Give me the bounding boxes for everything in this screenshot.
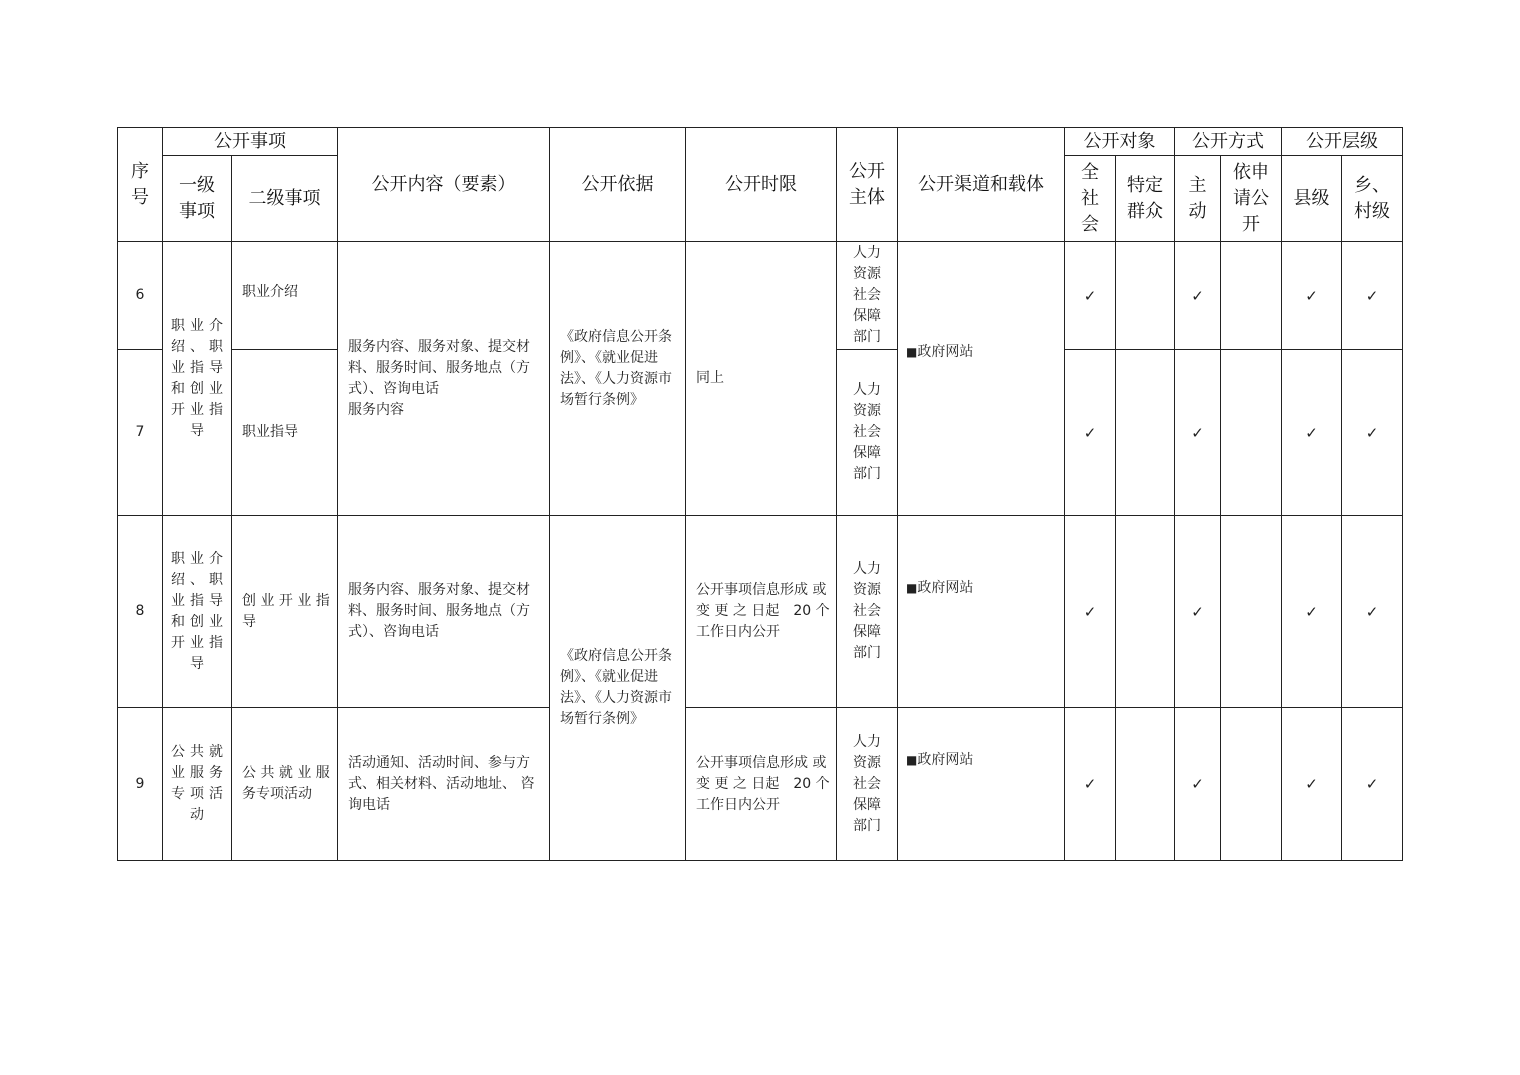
check-level-county: ✓ — [1282, 708, 1342, 861]
row-seq: 7 — [118, 350, 163, 516]
empty-audience-specific — [1116, 516, 1175, 708]
row-content: 活动通知、活动时间、参与方式、相关材料、活动地址、 咨询电话 — [338, 708, 550, 861]
row-time-limit: 公开事项信息形成 或 变 更 之 日起 20 个工作日内公开 — [686, 708, 837, 861]
header-content: 公开内容（要素） — [338, 128, 550, 242]
table-row — [118, 708, 1403, 861]
header-audience-all: 全社会 — [1065, 156, 1116, 242]
row-subject: 人力资源社会保障部门 — [837, 242, 898, 350]
empty-audience-specific — [1116, 242, 1175, 350]
row-channel: ■政府网站 — [898, 708, 1065, 861]
empty-audience-specific — [1116, 708, 1175, 861]
row-basis: 《政府信息公开条例》、《就业促进法》、《人力资源市场暂行条例》 — [550, 516, 686, 861]
check-mode-active: ✓ — [1175, 708, 1221, 861]
row-level2: 职业介绍 — [232, 242, 338, 350]
header-row-1 — [118, 128, 1403, 156]
row-basis: 《政府信息公开条例》、《就业促进法》、《人力资源市场暂行条例》 — [550, 242, 686, 516]
check-level-county: ✓ — [1282, 350, 1342, 516]
check-audience-all: ✓ — [1065, 516, 1116, 708]
header-subject: 公开主体 — [837, 128, 898, 242]
row-level1: 职业介绍、职业指导和创业开业指导 — [163, 516, 232, 708]
header-item-group: 公开事项 — [163, 128, 338, 156]
row-level2: 创 业 开 业 指 导 — [232, 516, 338, 708]
header-level-county: 县级 — [1282, 156, 1342, 242]
row-time-limit: 同上 — [686, 242, 837, 516]
empty-mode-request — [1221, 708, 1282, 861]
header-level-village: 乡、村级 — [1342, 156, 1403, 242]
square-bullet-icon: ■ — [906, 753, 918, 767]
check-level-village: ✓ — [1342, 350, 1403, 516]
check-mode-active: ✓ — [1175, 242, 1221, 350]
row-seq: 8 — [118, 516, 163, 708]
row-channel: ■政府网站 — [898, 516, 1065, 708]
disclosure-table — [117, 127, 1403, 861]
check-mode-active: ✓ — [1175, 350, 1221, 516]
header-mode-request: 依申请公开 — [1221, 156, 1282, 242]
header-mode-active: 主动 — [1175, 156, 1221, 242]
header-level-group: 公开层级 — [1282, 128, 1403, 156]
row-subject: 人力资源社会保障部门 — [837, 708, 898, 861]
empty-mode-request — [1221, 242, 1282, 350]
row-level2: 公 共 就 业 服 务专项活动 — [232, 708, 338, 861]
empty-mode-request — [1221, 350, 1282, 516]
check-audience-all: ✓ — [1065, 708, 1116, 861]
row-seq: 9 — [118, 708, 163, 861]
square-bullet-icon: ■ — [906, 345, 918, 359]
check-level-village: ✓ — [1342, 708, 1403, 861]
header-audience-group: 公开对象 — [1065, 128, 1175, 156]
row-level2: 职业指导 — [232, 350, 338, 516]
row-time-limit: 公开事项信息形成 或 变 更 之 日起 20 个工作日内公开 — [686, 516, 837, 708]
row-level1: 职业介绍、职业指导和创业开业指导 — [163, 242, 232, 516]
row-subject: 人力资源社会保障部门 — [837, 516, 898, 708]
square-bullet-icon: ■ — [906, 581, 918, 595]
empty-audience-specific — [1116, 350, 1175, 516]
check-level-county: ✓ — [1282, 516, 1342, 708]
header-audience-specific: 特定群众 — [1116, 156, 1175, 242]
header-time-limit: 公开时限 — [686, 128, 837, 242]
check-level-village: ✓ — [1342, 242, 1403, 350]
header-channel: 公开渠道和载体 — [898, 128, 1065, 242]
row-subject: 人力资源社会保障部门 — [837, 350, 898, 516]
header-basis: 公开依据 — [550, 128, 686, 242]
check-mode-active: ✓ — [1175, 516, 1221, 708]
check-audience-all: ✓ — [1065, 350, 1116, 516]
header-seq: 序号 — [118, 128, 163, 242]
row-seq: 6 — [118, 242, 163, 350]
check-level-village: ✓ — [1342, 516, 1403, 708]
header-mode-group: 公开方式 — [1175, 128, 1282, 156]
row-content: 服务内容、服务对象、提交材料、服务时间、服务地点（方式）、咨询电话 — [338, 516, 550, 708]
check-audience-all: ✓ — [1065, 242, 1116, 350]
row-channel: ■政府网站 — [898, 242, 1065, 516]
row-content: 服务内容、服务对象、提交材料、服务时间、服务地点（方式）、咨询电话 服务内容 — [338, 242, 550, 516]
table-row — [118, 516, 1403, 708]
header-level2: 二级事项 — [232, 156, 338, 242]
empty-mode-request — [1221, 516, 1282, 708]
check-level-county: ✓ — [1282, 242, 1342, 350]
header-level1: 一级事项 — [163, 156, 232, 242]
row-level1: 公共就业服务专项活动 — [163, 708, 232, 861]
table-row — [118, 242, 1403, 350]
